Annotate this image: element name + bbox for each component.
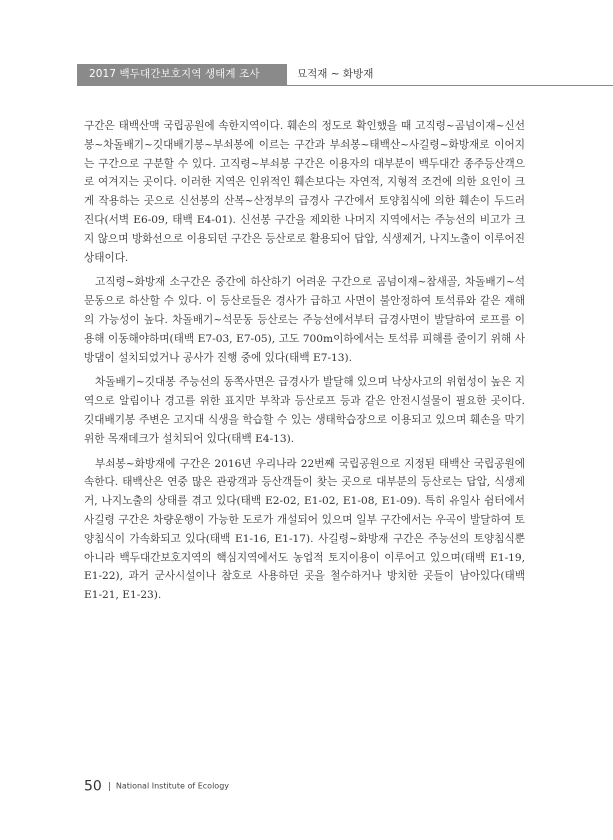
paragraph-1: 구간은 태백산맥 국립공원에 속한지역이다. 훼손의 정도로 확인했을 때 고직령~곰넘이재~신선봉~차돌배기~깃대배기봉~부쇠봉에 이르는 구간과 부쇠봉~태백산~사길령~화방재로 이어지는 구간으로 구분할 수 있다. 고직령~부쇠봉 구간은 이용자의 대부분이 백두대간 종주등산객으로 여겨지는 곳이다. 이러한 지역은 인위적인 훼손보다는 자연적, 지형적 조건에 의한 요인이 크게 작용하는 곳으로 신선봉의 산복~산정부의 급경사 구간에서 토양침식에 의한 훼손이 두드러진다(서벽 E6-09, 태백 E4-01). 신선봉 구간을 제외한 나머지 지역에서는 주능선의 비고가 크지 않으며 방화선으로 이용되던 구간은 등산로로 활용되어 답압, 식생제거, 나지노출이 이루어진 상태이다. [84,120,525,264]
page-number: 50 [84,778,102,795]
header-rule [77,85,613,86]
page-footer [84,776,230,795]
paragraph-2: 고직령~화방재 소구간은 중간에 하산하기 어려운 구간으로 곰넘이재~참새골, 차돌배기~석문동으로 하산할 수 있다. 이 등산로들은 경사가 급하고 사면이 불안정하여 토석류와 같은 재해의 가능성이 높다. 차돌배기~석문동 등산로는 주능선에서부터 급경사면이 발달하여 로프를 이용해 이동해야하며(태백 E7-03, E7-05), 고도 700m이하에서는 토석류 피해를 줄이기 위해 사방댐이 설치되었거나 공사가 진행 중에 있다(태백 E7-13). [84,276,525,364]
report-title: 2017 백두대간보호지역 생태계 조사 [77,64,287,85]
section-title: 묘적재 ~ 화방재 [297,68,374,80]
paragraph-4: 부쇠봉~화방재에 구간은 2016년 우리나라 22번째 국립공원으로 지정된 태백산 국립공원에 속한다. 태백산은 연중 많은 관광객과 등산객들이 찾는 곳으로 대부분의 등산로는 답압, 식생제거, 나지노출의 상태를 겪고 있다(태백 E2-02, E1-02, E1-08, E1-09). 특히 유일사 쉼터에서 사길령 구간은 차량운행이 가능한 도로가 개설되어 있으며 일부 구간에서는 우곡이 발달하여 토양침식이 가속화되고 있다(태백 E1-16, E1-17). 사길령~화방재 구간은 주능선의 토양침식뿐 아니라 백두대간보호지역의 핵심지역에서도 농업적 토지이용이 이루어고 있으며(태백 E1-19, E1-22), 과거 군사시설이나 참호로 사용하던 곳을 철수하거나 방치한 곳들이 남아있다(태백 E1-21, E1-23). [84,457,525,602]
footer-divider [109,782,110,791]
paragraph-3: 차돌배기~깃대봉 주능선의 동쪽사면은 급경사가 발달해 있으며 낙상사고의 위험성이 높은 지역으로 알림이나 경고를 위한 표지만 부착과 등산로프 등과 같은 안전시설물이 필요한 곳이다. 깃대배기봉 주변은 고지대 식생을 학습할 수 있는 생태학습장으로 이용되고 있으며 훼손을 막기위한 목재데크가 설치되어 있다(태백 E4-13). [84,376,525,445]
institute-name: National Institute of Ecology [115,781,230,791]
body-text [84,117,525,611]
